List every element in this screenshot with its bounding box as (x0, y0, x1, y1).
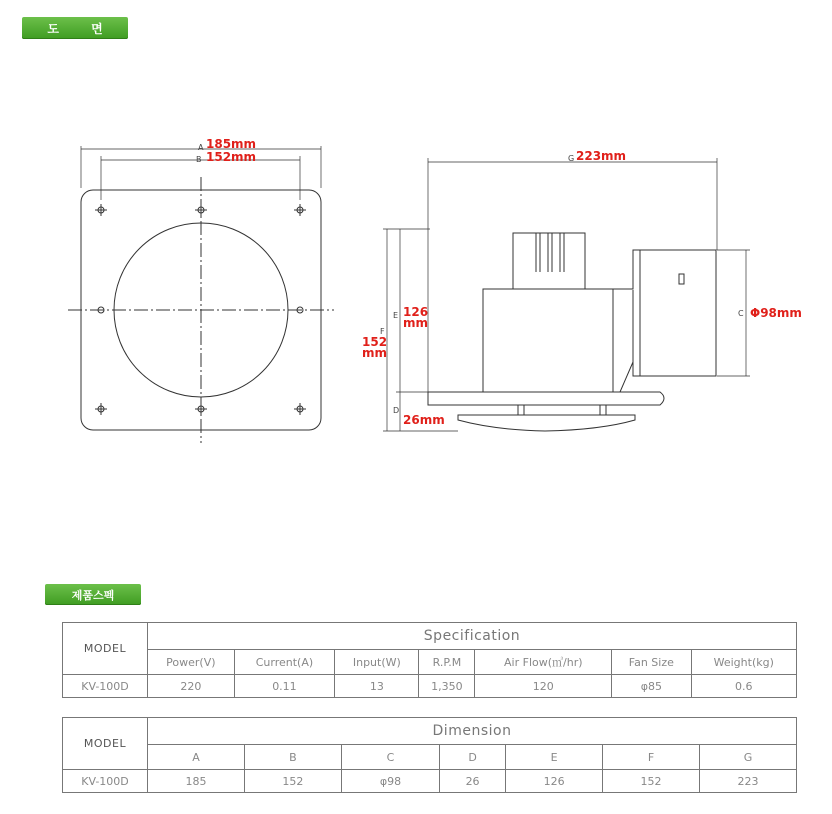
dim-column-header: A (148, 745, 245, 770)
spec-value: 0.6 (691, 675, 796, 698)
drawing-section-badge: 도 면 (22, 17, 128, 39)
dim-column-header: B (244, 745, 341, 770)
dim-d-label: 26mm (403, 413, 445, 427)
dim-e-unit: mm (403, 316, 429, 330)
letter-e: E (393, 311, 399, 320)
letter-f: F (380, 327, 385, 336)
screw-hole (195, 403, 207, 415)
dim-column-header: E (506, 745, 603, 770)
spec-column-header: R.P.M (419, 650, 475, 675)
duct-body (613, 250, 716, 392)
dim-b-label: 152mm (206, 150, 257, 164)
grille-panel (458, 415, 635, 431)
letter-g: G (568, 154, 575, 163)
dim-g-label: 223mm (576, 149, 627, 163)
dim-f-number: 152 (362, 335, 388, 349)
screw-hole (95, 204, 107, 216)
side-view (383, 158, 750, 431)
dimension-table (62, 717, 797, 793)
spec-value: 13 (335, 675, 419, 698)
dim-value: 126 (506, 770, 603, 793)
dim-value: 152 (244, 770, 341, 793)
spec-column-header: Fan Size (612, 650, 691, 675)
table-row (63, 675, 797, 698)
dim-column-header: F (603, 745, 700, 770)
dim-value: 185 (148, 770, 245, 793)
model-header: MODEL (63, 718, 148, 770)
dim-column-header: C (341, 745, 439, 770)
dim-value: 26 (440, 770, 506, 793)
dimension-title: Dimension (148, 718, 797, 745)
model-header: MODEL (63, 623, 148, 675)
screw-hole (95, 403, 107, 415)
dim-value: 152 (603, 770, 700, 793)
grille-post (518, 405, 524, 415)
spec-column-header: Power(V) (148, 650, 235, 675)
specification-title: Specification (148, 623, 797, 650)
spec-value: 1,350 (419, 675, 475, 698)
spec-value: φ85 (612, 675, 691, 698)
dim-f-unit: mm (362, 346, 388, 360)
screw-hole (294, 403, 306, 415)
spec-column-header: Input(W) (335, 650, 419, 675)
screw-hole (195, 204, 207, 216)
spec-value: 120 (475, 675, 612, 698)
spec-value: 220 (148, 675, 235, 698)
spec-column-header: Air Flow(㎥/hr) (475, 650, 612, 675)
dim-a-label: 185mm (206, 137, 257, 151)
grille-post (600, 405, 606, 415)
spec-column-header: Weight(kg) (691, 650, 796, 675)
letter-d: D (393, 406, 400, 415)
front-view (68, 146, 334, 443)
model-name: KV-100D (63, 770, 148, 793)
dim-c-label: Φ98mm (750, 306, 802, 320)
motor-housing (483, 289, 613, 392)
spec-value: 0.11 (234, 675, 335, 698)
spec-column-header: Current(A) (234, 650, 335, 675)
letter-b: B (196, 155, 202, 164)
table-row (63, 770, 797, 793)
dim-column-header: G (700, 745, 797, 770)
terminal-block (513, 233, 585, 289)
dim-value: 223 (700, 770, 797, 793)
screw-hole (294, 204, 306, 216)
specification-table (62, 622, 797, 698)
model-name: KV-100D (63, 675, 148, 698)
letter-a: A (198, 143, 204, 152)
dim-column-header: D (440, 745, 506, 770)
duct-latch (679, 274, 684, 284)
dim-value: φ98 (341, 770, 439, 793)
letter-c: C (738, 309, 744, 318)
base-plate (428, 392, 664, 405)
spec-section-badge: 제품스펙 (45, 584, 141, 605)
dim-e-number: 126 (403, 305, 429, 319)
